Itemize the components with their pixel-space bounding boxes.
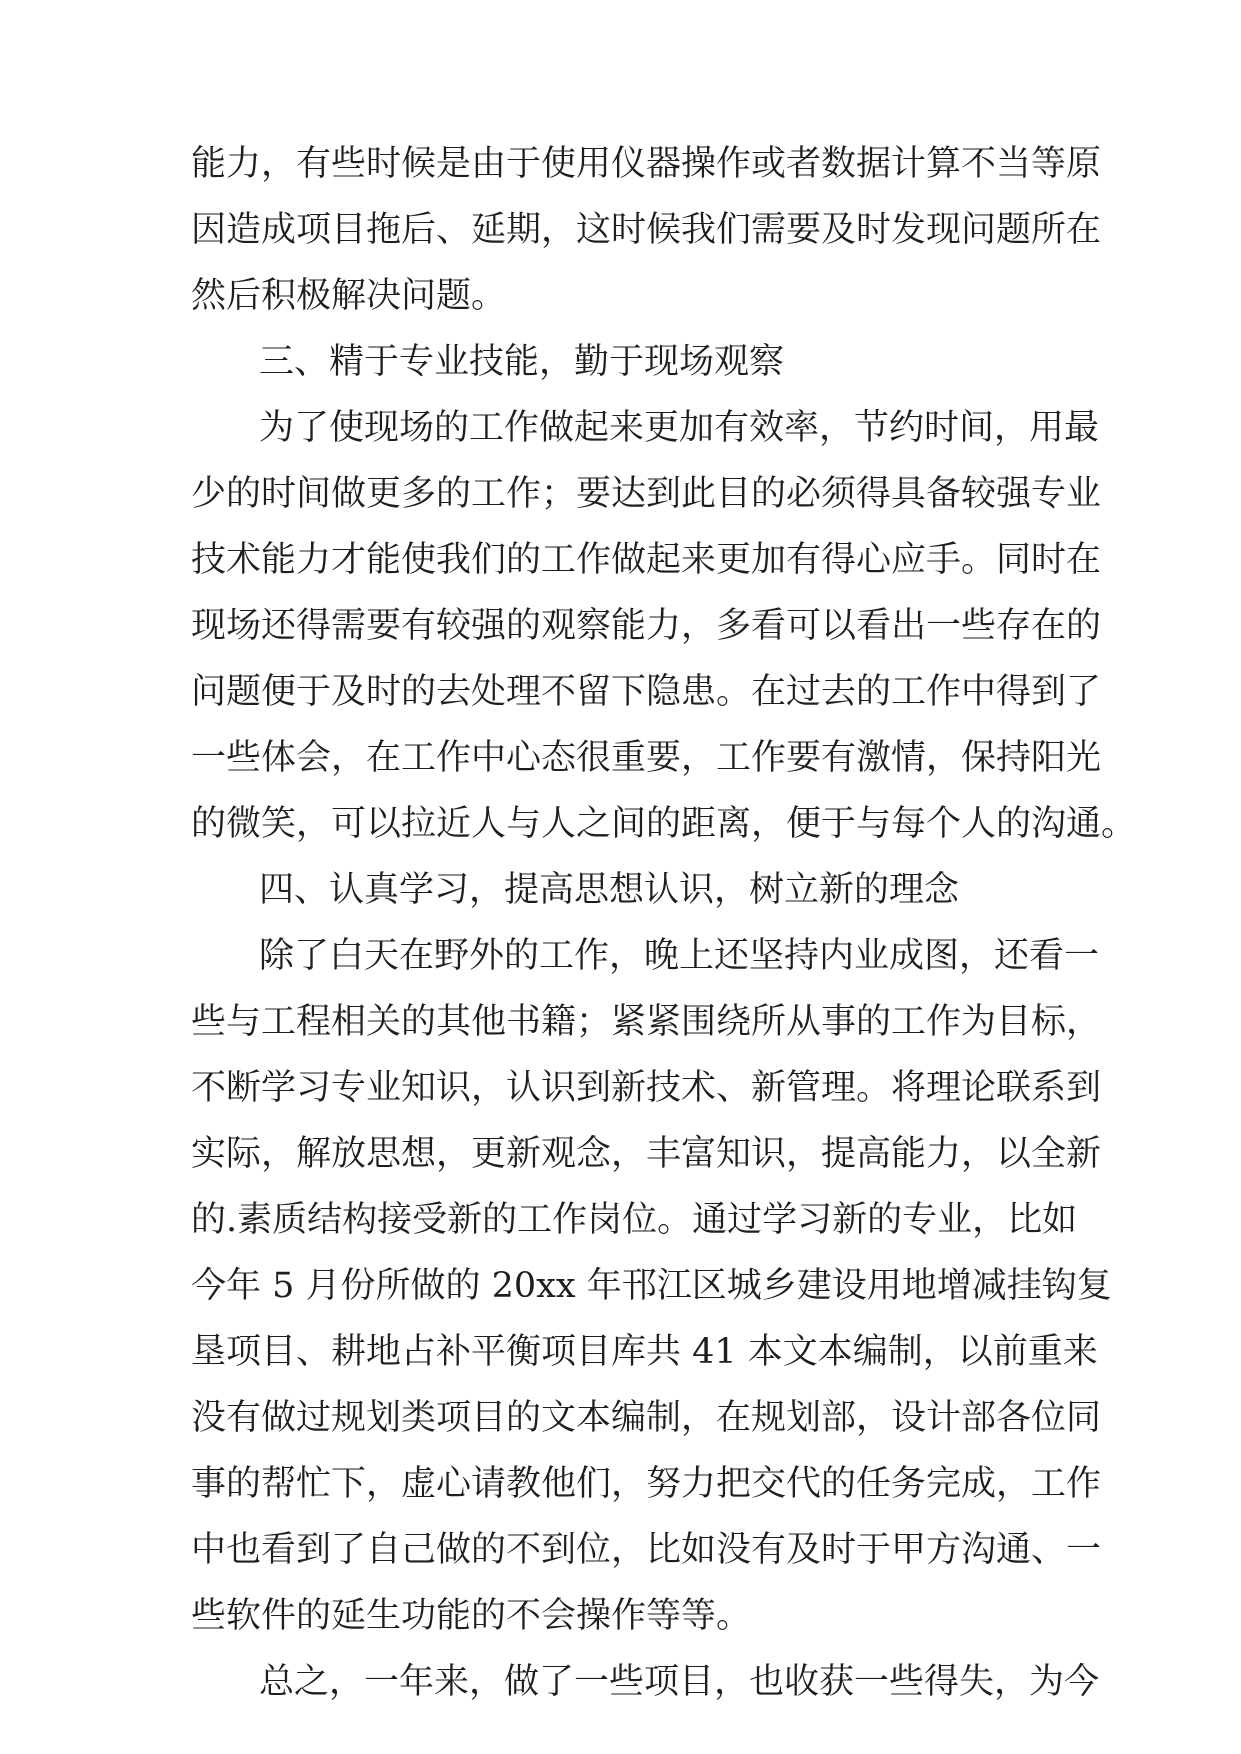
text-line: 不断学习专业知识，认识到新技术、新管理。将理论联系到	[191, 1068, 1102, 1108]
section-heading: 三、精于专业技能，勤于现场观察	[259, 342, 785, 382]
text-line: 一些体会，在工作中心态很重要，工作要有激情，保持阳光	[191, 738, 1102, 778]
text-line: 因造成项目拖后、延期，这时候我们需要及时发现问题所在	[191, 210, 1102, 250]
text-line: 除了白天在野外的工作，晚上还坚持内业成图，还看一	[259, 936, 1100, 976]
text-line: 实际，解放思想，更新观念，丰富知识，提高能力，以全新	[191, 1134, 1102, 1174]
section-heading: 四、认真学习，提高思想认识，树立新的理念	[259, 870, 960, 910]
text-line: 今年 5 月份所做的 20xx 年邗江区城乡建设用地增减挂钩复	[191, 1266, 1112, 1306]
text-line: 能力，有些时候是由于使用仪器操作或者数据计算不当等原	[191, 144, 1102, 184]
text-line: 的.素质结构接受新的工作岗位。通过学习新的专业，比如	[191, 1200, 1078, 1240]
text-line: 现场还得需要有较强的观察能力，多看可以看出一些存在的	[191, 606, 1102, 646]
text-line: 为了使现场的工作做起来更加有效率，节约时间，用最	[259, 408, 1100, 448]
text-line: 然后积极解决问题。	[191, 276, 507, 316]
text-line: 没有做过规划类项目的文本编制，在规划部，设计部各位同	[191, 1398, 1102, 1438]
text-line: 垦项目、耕地占补平衡项目库共 41 本文本编制，以前重来	[191, 1332, 1098, 1372]
text-line: 少的时间做更多的工作；要达到此目的必须得具备较强专业	[191, 474, 1102, 514]
text-line: 事的帮忙下，虚心请教他们，努力把交代的任务完成，工作	[191, 1464, 1102, 1504]
text-line: 问题便于及时的去处理不留下隐患。在过去的工作中得到了	[191, 672, 1102, 712]
text-line: 总之，一年来，做了一些项目，也收获一些得失，为今	[259, 1662, 1100, 1702]
text-line: 技术能力才能使我们的工作做起来更加有得心应手。同时在	[191, 540, 1102, 580]
text-line: 些与工程相关的其他书籍；紧紧围绕所从事的工作为目标，	[191, 1002, 1102, 1042]
text-line: 些软件的延生功能的不会操作等等。	[191, 1596, 752, 1636]
text-line: 的微笑，可以拉近人与人之间的距离，便于与每个人的沟通。	[191, 804, 1137, 844]
text-line: 中也看到了自己做的不到位，比如没有及时于甲方沟通、一	[191, 1530, 1102, 1570]
